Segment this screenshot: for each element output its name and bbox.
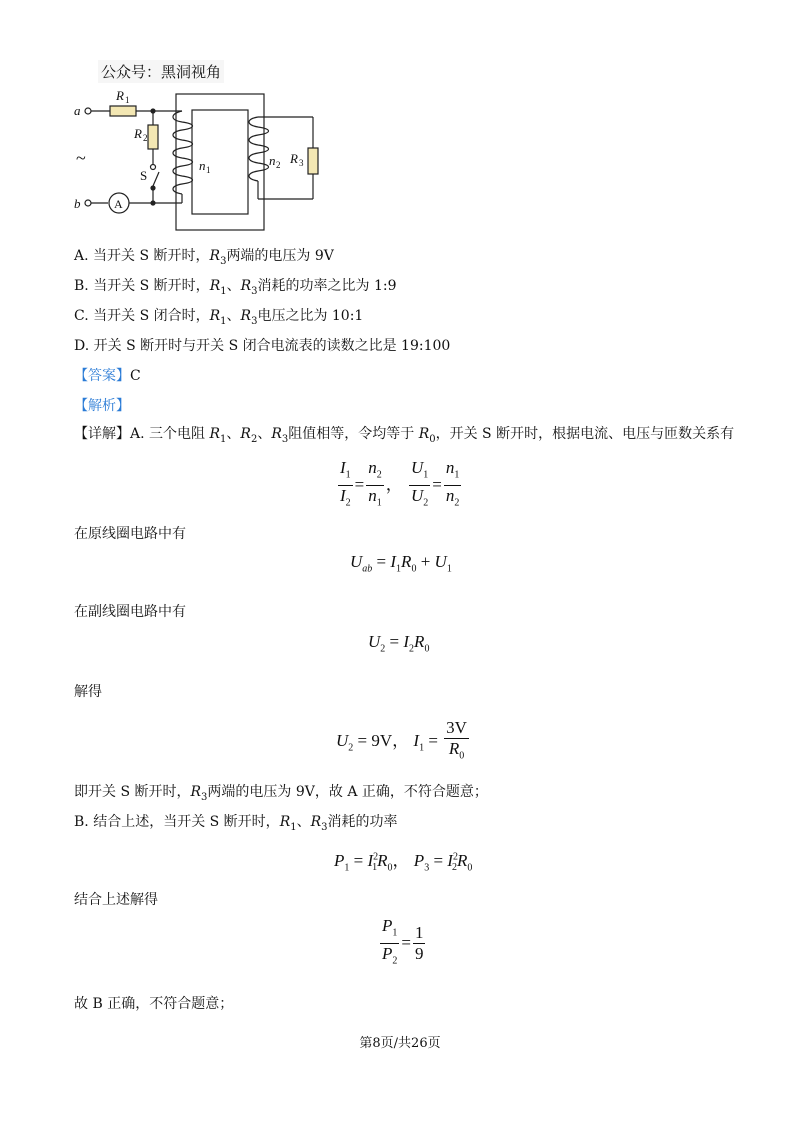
resistor-r1 xyxy=(110,106,136,116)
equation-solution: $U_2 = 9V$， $I_1$ = $\frac{3V}{R_0}$ xyxy=(336,718,467,762)
svg-text:2: 2 xyxy=(276,160,281,170)
primary-circuit-text: 在原线圈电路中有 xyxy=(74,526,186,542)
equation-primary: $U_{ab} = I_1R_0 + U_1$ xyxy=(350,552,452,575)
terminal-b-dot xyxy=(85,200,91,206)
equation-turns-ratio: $\frac{I_1}{I_2}$ = $\frac{n_2}{n_1}$ ， $\frac{U_1}{U_2}$ = $\frac{n_1}{n_2}$ xyxy=(340,458,460,509)
option-b-analysis: B. 结合上述，当开关 S 断开时，$R_1$、$R_3$消耗的功率 xyxy=(74,814,398,833)
option-a: A. 当开关 S 断开时，$R_3$两端的电压为 9V xyxy=(74,248,334,267)
n2-label: n xyxy=(269,153,276,168)
n1-label: n xyxy=(199,158,206,173)
option-b: B. 当开关 S 断开时，$R_1$、$R_3$消耗的功率之比为 1:9 xyxy=(74,278,397,297)
analysis-label: 【解析】 xyxy=(74,398,130,414)
terminal-a-dot xyxy=(85,108,91,114)
solve-text: 解得 xyxy=(74,684,102,700)
resistor-r2 xyxy=(148,125,158,149)
r3-label: R xyxy=(290,151,298,166)
ammeter-label: A xyxy=(114,197,123,211)
terminal-b-label: b xyxy=(74,196,81,211)
transformer-circuit-diagram xyxy=(70,82,330,232)
switch-s xyxy=(153,172,159,186)
svg-text:1: 1 xyxy=(206,165,211,175)
watermark-label: 公众号：黑洞视角 xyxy=(98,60,224,83)
conclusion-a: 即开关 S 断开时，$R_3$两端的电压为 9V，故 A 正确，不符合题意； xyxy=(74,784,488,803)
r1-label: R xyxy=(116,88,124,103)
terminal-a-label: a xyxy=(74,103,81,118)
transformer-core xyxy=(176,94,264,230)
ac-source-symbol: ~ xyxy=(76,148,86,168)
conclusion-b: 故 B 正确，不符合题意； xyxy=(74,996,234,1012)
switch-label: S xyxy=(140,168,148,183)
equation-power: $P_1 = I^2_1R_0$， $P_3 = I^2_2R_0$ xyxy=(334,851,473,874)
secondary-coil xyxy=(249,117,269,181)
resistor-r3 xyxy=(308,148,318,174)
option-c: C. 当开关 S 闭合时，$R_1$、$R_3$电压之比为 10:1 xyxy=(74,308,364,327)
r2-label: R xyxy=(134,126,142,141)
equation-secondary: $U_2 = I_2R_0$ xyxy=(368,632,430,655)
page-footer: 第8页/共26页 xyxy=(359,1036,441,1051)
secondary-circuit-text: 在副线圈电路中有 xyxy=(74,604,186,620)
svg-text:2: 2 xyxy=(143,133,148,143)
detail-paragraph: 【详解】A. 三个电阻 $R_1$、$R_2$、$R_3$阻值相等，令均等于 $R_0$，开关 S 断开时，根据电流、电压与匝数关系有 xyxy=(74,426,735,445)
option-d: D. 开关 S 断开时与开关 S 闭合电流表的读数之比是 19:100 xyxy=(74,338,451,354)
svg-text:3: 3 xyxy=(299,158,304,168)
combine-text: 结合上述解得 xyxy=(74,892,158,908)
answer-line: 【答案】C xyxy=(74,368,141,384)
equation-power-ratio: $\frac{P_1}{P_2}$ = $\frac{1}{9}$ xyxy=(382,916,424,967)
svg-text:1: 1 xyxy=(125,95,130,105)
